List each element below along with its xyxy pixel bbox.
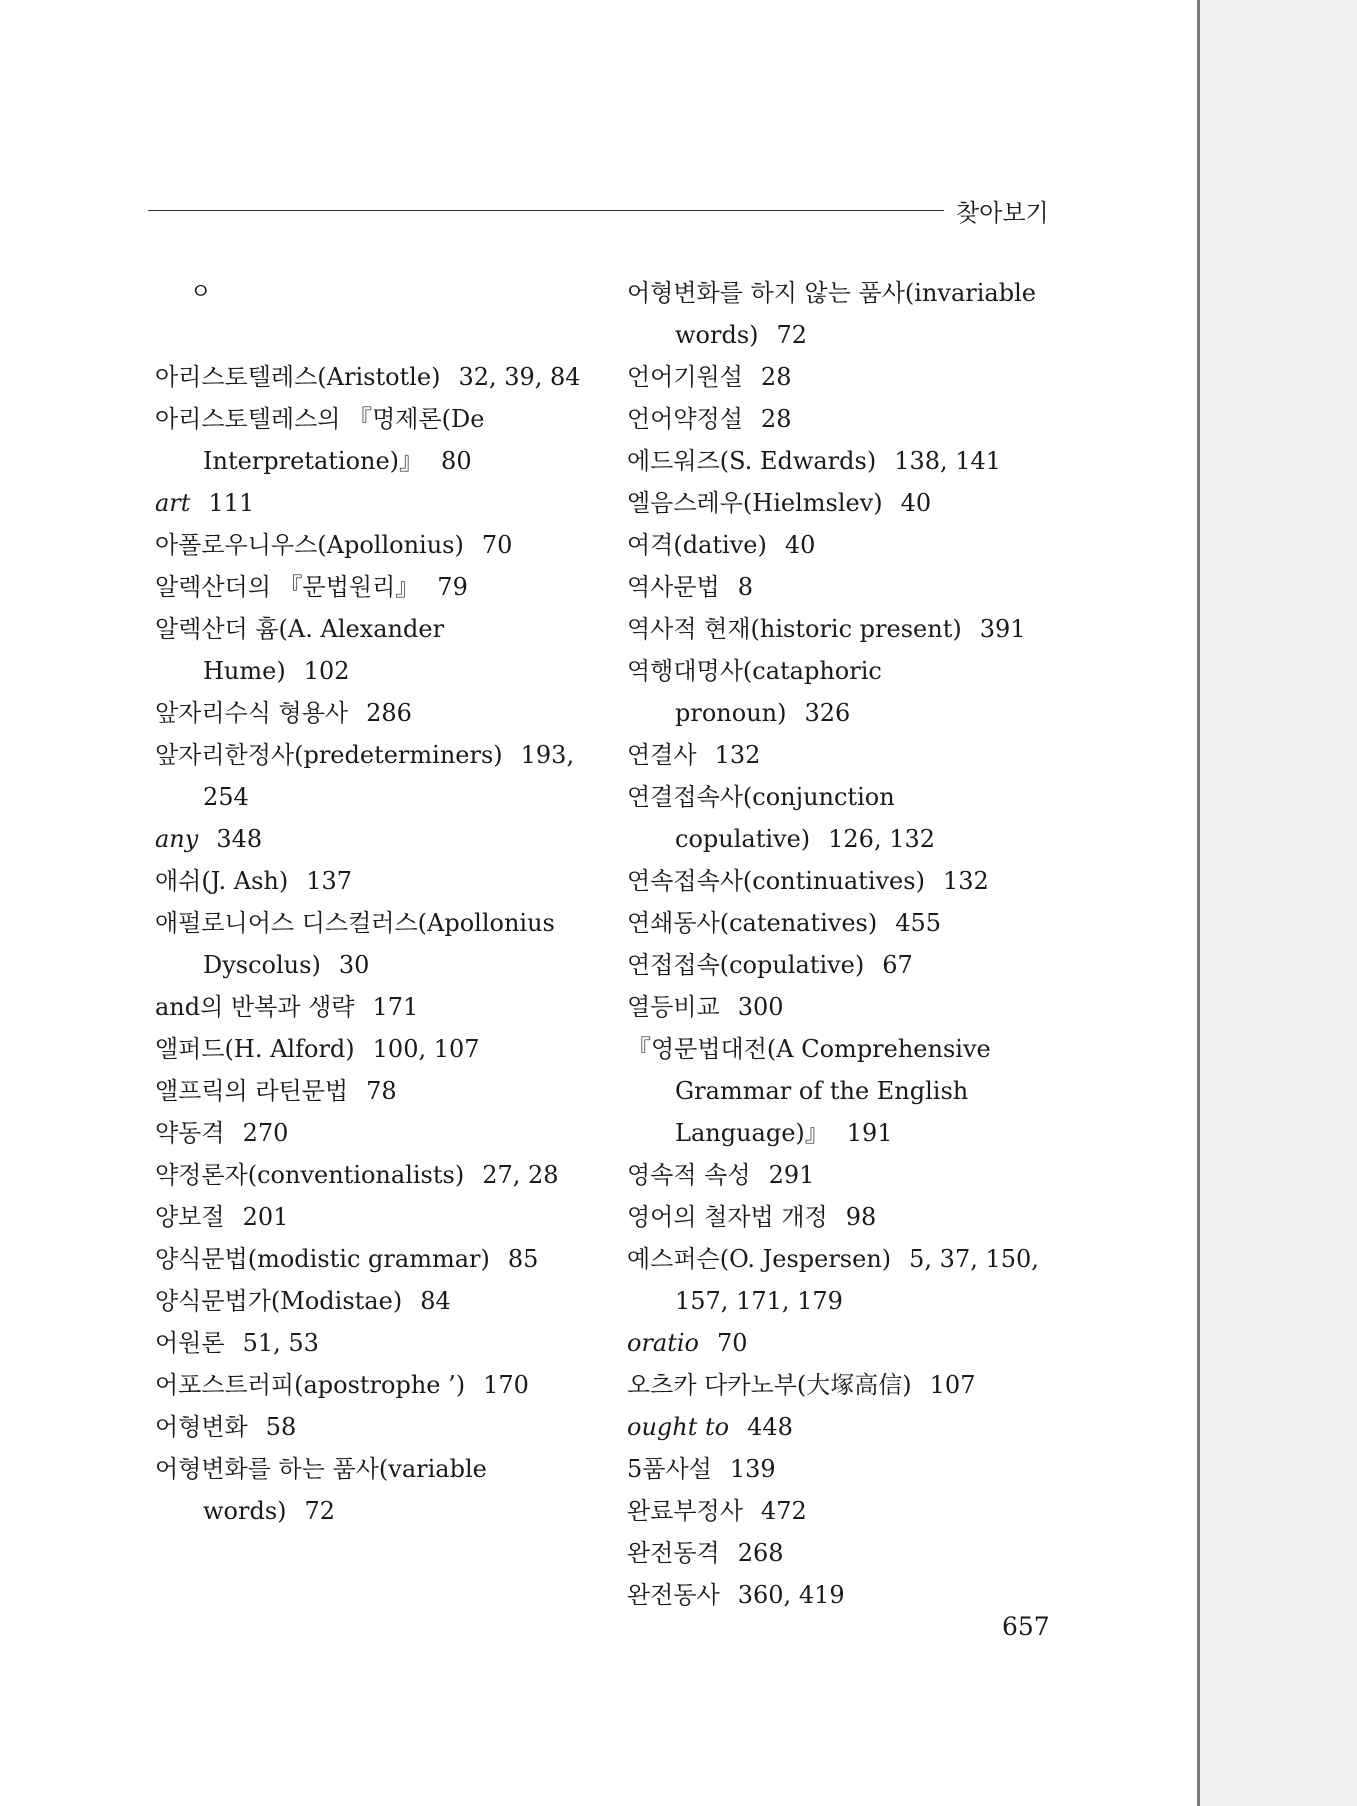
- index-page-refs: 360, 419: [737, 1581, 845, 1609]
- index-page-refs: 67: [882, 951, 913, 979]
- index-entry: [627, 1364, 1062, 1406]
- index-page-refs: 268: [737, 1539, 784, 1567]
- index-entry: [627, 1322, 1062, 1364]
- index-term: 엘음스레우(Hielmslev): [627, 489, 883, 517]
- scan-margin: [1200, 0, 1357, 1806]
- index-entry: [627, 986, 1062, 1028]
- index-term: and의 반복과 생략: [155, 993, 355, 1021]
- left-entry-list: [155, 356, 595, 1532]
- index-page-refs: 300: [737, 993, 784, 1021]
- index-term: 애펄로니어스 디스컬러스(Apollonius Dyscolus): [155, 909, 555, 979]
- index-page-refs: 132: [942, 867, 989, 895]
- index-term: 완료부정사: [627, 1497, 743, 1525]
- index-entry: [155, 1238, 595, 1280]
- index-entry: [627, 1196, 1062, 1238]
- index-entry: [155, 818, 595, 860]
- index-term: 역사문법: [627, 573, 720, 601]
- index-entry: [155, 734, 595, 818]
- index-term: 알렉산더 흄(A. Alexander Hume): [155, 615, 445, 685]
- index-term: 연속접속사(continuatives): [627, 867, 925, 895]
- index-page-refs: 5, 37, 150, 157, 171, 179: [675, 1245, 1039, 1315]
- index-page-refs: 171: [372, 993, 419, 1021]
- index-entry: [627, 902, 1062, 944]
- index-entry: [155, 1196, 595, 1238]
- index-entry: [155, 566, 595, 608]
- index-entry: [155, 356, 595, 398]
- index-term: 연쇄동사(catenatives): [627, 909, 878, 937]
- index-term: 알렉산더의 『문법원리』: [155, 573, 420, 601]
- index-page-refs: 58: [265, 1413, 297, 1441]
- index-entry: [627, 440, 1062, 482]
- index-term: 양보절: [155, 1203, 225, 1231]
- index-entry: [627, 776, 1062, 860]
- index-term: 역사적 현재(historic present): [627, 615, 962, 643]
- index-term: 여격(dative): [627, 531, 767, 559]
- index-page-refs: 191: [846, 1119, 893, 1147]
- index-page-refs: 448: [747, 1413, 793, 1441]
- page-number: 657: [1002, 1612, 1050, 1641]
- index-term: 완전동사: [627, 1581, 720, 1609]
- index-page-refs: 79: [437, 573, 468, 601]
- index-term: 아리스토텔레스(Aristotle): [155, 363, 441, 391]
- index-entry: [627, 1448, 1062, 1490]
- index-page-refs: 80: [441, 447, 472, 475]
- index-page-refs: 98: [845, 1203, 877, 1231]
- index-term: 연결사: [627, 741, 697, 769]
- index-term: 앞자리한정사(predeterminers): [155, 741, 503, 769]
- index-term: 약동격: [155, 1119, 225, 1147]
- index-entry: [155, 482, 595, 524]
- index-page-refs: 291: [768, 1161, 815, 1189]
- index-entry: [627, 1532, 1062, 1574]
- index-page-refs: 72: [304, 1497, 336, 1525]
- index-entry: [155, 1028, 595, 1070]
- index-entry: [155, 398, 595, 482]
- index-entry: [155, 608, 595, 692]
- index-entry: [627, 860, 1062, 902]
- index-page-refs: 40: [900, 489, 932, 517]
- index-term: 영어의 철자법 개정: [627, 1203, 828, 1231]
- index-term: 양식문법가(Modistae): [155, 1287, 403, 1315]
- index-entry: [627, 566, 1062, 608]
- index-term: 아폴로우니우스(Apollonius): [155, 531, 464, 559]
- index-entry: [155, 524, 595, 566]
- index-term: 어형변화를 하는 품사(variable words): [155, 1455, 487, 1525]
- index-entry: [155, 692, 595, 734]
- index-term: 언어기원설: [627, 363, 743, 391]
- index-page-refs: 72: [776, 321, 808, 349]
- index-page-refs: 132: [714, 741, 761, 769]
- index-page-refs: 102: [303, 657, 350, 685]
- index-term: 연결접속사(conjunction copulative): [627, 783, 895, 853]
- index-page-refs: 170: [483, 1371, 529, 1399]
- index-term: 언어약정설: [627, 405, 743, 433]
- index-page-refs: 455: [895, 909, 942, 937]
- index-term: art: [155, 489, 191, 517]
- index-term: 열등비교: [627, 993, 720, 1021]
- index-entry: [155, 1322, 595, 1364]
- index-page-refs: 8: [737, 573, 754, 601]
- index-page-refs: 270: [242, 1119, 289, 1147]
- index-term: 오츠카 다카노부(大塚高信): [627, 1371, 912, 1399]
- index-entry: [627, 1238, 1062, 1322]
- index-entry: [155, 902, 595, 986]
- index-term: 역행대명사(cataphoric pronoun): [627, 657, 882, 727]
- index-entry: [155, 860, 595, 902]
- index-column-left: [155, 272, 595, 1532]
- index-entry: [155, 1364, 595, 1406]
- header-rule: [148, 210, 944, 211]
- index-page-refs: 32, 39, 84: [458, 363, 581, 391]
- index-term: 아리스토텔레스의 『명제론(De Interpretatione)』: [155, 405, 485, 475]
- index-entry: [627, 1406, 1062, 1448]
- index-entry: [627, 398, 1062, 440]
- index-entry: [627, 272, 1062, 356]
- index-entry: [155, 1070, 595, 1112]
- index-entry: [627, 650, 1062, 734]
- index-term: any: [155, 825, 199, 853]
- section-spacer: [155, 314, 595, 356]
- index-page-refs: 201: [242, 1203, 289, 1231]
- index-entry: [155, 1112, 595, 1154]
- index-page-refs: 348: [216, 825, 263, 853]
- index-entry: [155, 1154, 595, 1196]
- index-term: 5품사설: [627, 1455, 712, 1483]
- running-header-title: 찾아보기: [956, 199, 1049, 227]
- index-entry: [627, 1490, 1062, 1532]
- index-term: 완전동격: [627, 1539, 720, 1567]
- index-page-refs: 70: [481, 531, 513, 559]
- index-page-refs: 85: [507, 1245, 539, 1273]
- index-term: 애쉬(J. Ash): [155, 867, 289, 895]
- index-page-refs: 28: [760, 363, 792, 391]
- index-page-refs: 137: [306, 867, 353, 895]
- index-page-refs: 40: [784, 531, 816, 559]
- index-page-refs: 391: [979, 615, 1026, 643]
- index-term: ought to: [627, 1413, 730, 1441]
- index-term: 양식문법(modistic grammar): [155, 1245, 490, 1273]
- index-page-refs: 51, 53: [242, 1329, 319, 1357]
- index-entry: [627, 356, 1062, 398]
- index-page-refs: 78: [366, 1077, 397, 1105]
- index-page-refs: 84: [420, 1287, 451, 1315]
- index-term: 앞자리수식 형용사: [155, 699, 349, 727]
- index-page-refs: 107: [929, 1371, 976, 1399]
- index-page-refs: 193, 254: [203, 741, 575, 811]
- index-term: 약정론자(conventionalists): [155, 1161, 465, 1189]
- index-page-refs: 28: [760, 405, 792, 433]
- index-entry: [155, 1280, 595, 1322]
- index-page-refs: 126, 132: [828, 825, 936, 853]
- index-term: 영속적 속성: [627, 1161, 751, 1189]
- index-entry: [627, 1028, 1062, 1154]
- index-entry: [155, 986, 595, 1028]
- index-page-refs: 139: [729, 1455, 776, 1483]
- index-column-right: [627, 272, 1062, 1616]
- index-page-refs: 27, 28: [482, 1161, 559, 1189]
- index-term: 앨퍼드(H. Alford): [155, 1035, 355, 1063]
- right-entry-list: [627, 272, 1062, 1616]
- index-term: 어원론: [155, 1329, 225, 1357]
- index-entry: [627, 734, 1062, 776]
- index-term: 앨프릭의 라틴문법: [155, 1077, 349, 1105]
- index-page-refs: 30: [338, 951, 370, 979]
- index-entry: [155, 1448, 595, 1532]
- index-entry: [627, 524, 1062, 566]
- index-page-refs: 100, 107: [372, 1035, 480, 1063]
- index-entry: [627, 1574, 1062, 1616]
- index-page-refs: 326: [804, 699, 851, 727]
- index-page-refs: 111: [208, 489, 255, 517]
- index-entry: [155, 1406, 595, 1448]
- index-term: 『영문법대전(A Comprehensive Grammar of the English Language)』: [627, 1035, 991, 1147]
- index-page-refs: 286: [366, 699, 412, 727]
- index-page-refs: 70: [717, 1329, 748, 1357]
- index-term: 예스퍼슨(O. Jespersen): [627, 1245, 892, 1273]
- index-term: 연접접속(copulative): [627, 951, 865, 979]
- index-term: oratio: [627, 1329, 699, 1357]
- index-entry: [627, 482, 1062, 524]
- section-letter: ㅇ: [190, 280, 212, 305]
- index-entry: [627, 1154, 1062, 1196]
- index-term: 어포스트러피(apostrophe ’): [155, 1371, 466, 1399]
- index-entry: [627, 944, 1062, 986]
- index-page-refs: 138, 141: [894, 447, 1002, 475]
- index-page-refs: 472: [760, 1497, 807, 1525]
- index-entry: [627, 608, 1062, 650]
- index-term: 어형변화를 하지 않는 품사(invariable words): [627, 279, 1036, 349]
- index-term: 어형변화: [155, 1413, 248, 1441]
- index-term: 에드워즈(S. Edwards): [627, 447, 877, 475]
